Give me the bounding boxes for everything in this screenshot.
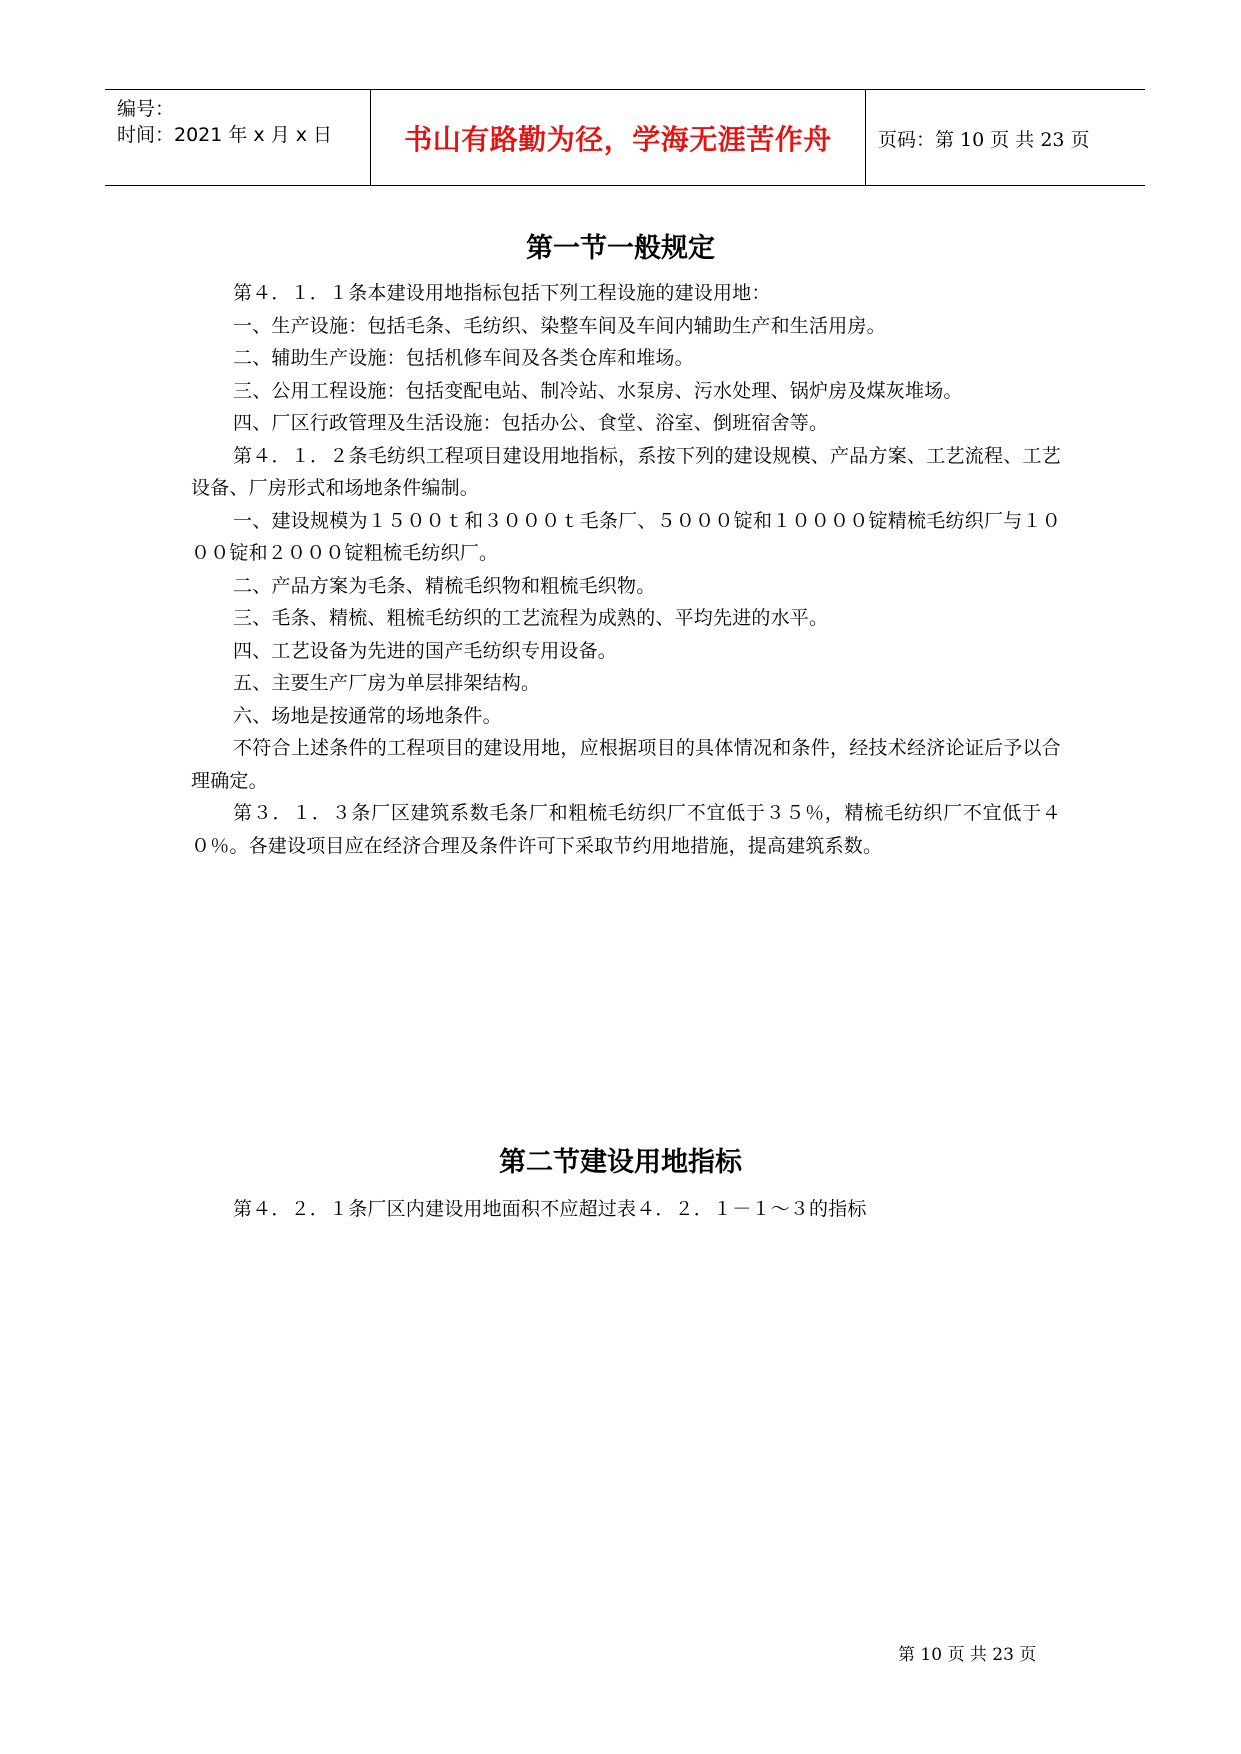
section1-body [191, 277, 1061, 862]
paragraph: 四、厂区行政管理及生活设施：包括办公、食堂、浴室、倒班宿舍等。 [233, 412, 829, 434]
header-middle-cell [371, 90, 866, 185]
paragraph: 一、建设规模为１５００ｔ和３０００ｔ毛条厂、５０００锭和１００００锭精梳毛纺织厂与１０００锭和２０００锭粗梳毛纺织厂。 [191, 509, 1061, 564]
header-right-cell [866, 90, 1145, 185]
paragraph: 第３．１．３条厂区建筑系数毛条厂和粗梳毛纺织厂不宜低于３５％，精梳毛纺织厂不宜低于４０％。各建设项目应在经济合理及条件许可下采取节约用地措施，提高建筑系数。 [191, 802, 1061, 857]
paragraph: 五、主要生产厂房为单层排架结构。 [233, 672, 541, 694]
page-code: 页码：第 10 页 共 23 页 [878, 129, 1090, 151]
section2-body [191, 1193, 1061, 1226]
paragraph: 第４．２．１条厂区内建设用地面积不应超过表４．２．１－１～３的指标 [233, 1198, 867, 1220]
paragraph: 第４．１．２条毛纺织工程项目建设用地指标，系按下列的建设规模、产品方案、工艺流程、工艺设备、厂房形式和场地条件编制。 [191, 444, 1061, 499]
paragraph: 第４．１．１条本建设用地指标包括下列工程设施的建设用地： [233, 282, 771, 304]
time-label: 时间：2021 年 x 月 x 日 [117, 124, 333, 146]
page-header [105, 89, 1145, 186]
paragraph: 一、生产设施：包括毛条、毛纺织、染整车间及车间内辅助生产和生活用房。 [233, 314, 886, 337]
paragraph: 三、公用工程设施：包括变配电站、制冷站、水泵房、污水处理、锅炉房及煤灰堆场。 [233, 379, 963, 402]
paragraph: 三、毛条、精梳、粗梳毛纺织的工艺流程为成熟的、平均先进的水平。 [233, 607, 829, 629]
page-footer: 第 10 页 共 23 页 [898, 1645, 1037, 1665]
paragraph: 六、场地是按通常的场地条件。 [233, 704, 502, 727]
number-label: 编号： [117, 98, 175, 120]
paragraph: 不符合上述条件的工程项目的建设用地，应根据项目的具体情况和条件，经技术经济论证后予以合理确定。 [191, 737, 1061, 792]
motto-text: 书山有路勤为径，学海无涯苦作舟 [404, 123, 832, 156]
section1-title: 第一节一般规定 [526, 233, 715, 264]
paragraph: 二、产品方案为毛条、精梳毛织物和粗梳毛织物。 [233, 574, 656, 597]
paragraph: 二、辅助生产设施：包括机修车间及各类仓库和堆场。 [233, 347, 694, 369]
paragraph: 四、工艺设备为先进的国产毛纺织专用设备。 [233, 639, 618, 662]
header-left-cell [105, 90, 371, 185]
section2-title: 第二节建设用地指标 [499, 1147, 742, 1178]
